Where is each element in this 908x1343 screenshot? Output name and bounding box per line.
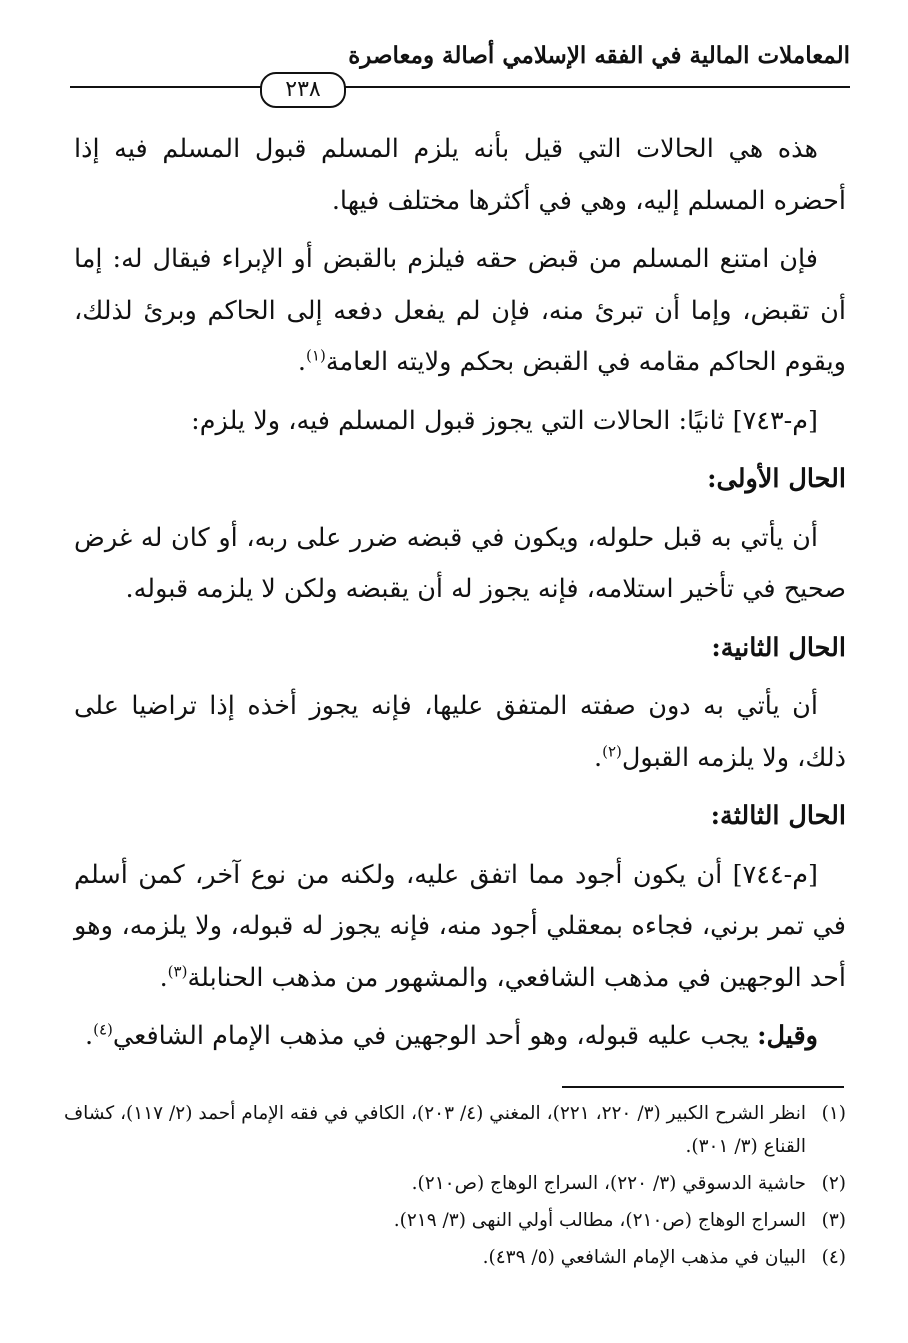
paragraph: هذه هي الحالات التي قيل بأنه يلزم المسلم قبول المسلم فيه إذا أحضره المسلم إليه، وهي في أكثرها مختلف فيها. [74,134,846,216]
section-heading: الحال الأولى: [707,464,846,494]
paragraph: [م-٧٤٤] أن يكون أجود مما اتفق عليه، ولكنه من نوع آخر، كمن أسلم في تمر برني، فجاءه بمعقلي أجود منه، فإنه يجوز له قبوله، ولا يلزمه، وهو أحد الوجهين في مذهب الشافعي، والمشهور من مذهب الحنابلة$^{(٣)}$. [74,859,846,993]
footnote-number: (٢) [821,1173,846,1194]
book-title: المعاملات المالية في الفقه الإسلامي أصالة ومعاصرة [348,42,850,69]
paragraph: وقيل: يجب عليه قبوله، وهو أحد الوجهين في مذهب الإمام الشافعي$^{(٤)}$. [85,1020,818,1051]
footnote-number: (٣) [821,1210,846,1231]
footnote-ref: (١) [306,346,326,365]
footnotes [64,1097,846,1278]
page-number: ٢٣٨ [260,72,346,108]
paragraph: [م-٧٤٣] ثانيًا: الحالات التي يجوز قبول المسلم فيه، ولا يلزم: [191,405,818,436]
footnote-ref: (٢) [602,742,622,760]
footnote: (٤)البيان في مذهب الإمام الشافعي (٥/ ٤٣٩). [64,1241,846,1274]
paragraph: أن يأتي به دون صفته المتفق عليها، فإنه يجوز أخذه إذا تراضيا على ذلك، ولا يلزمه القبول$^{(٢)}$. [74,691,846,773]
paragraph: أن يأتي به قبل حلوله، ويكون في قبضه ضرر على ربه، أو كان له غرض صحيح في تأخير استلامه، فإنه يجوز له أن يقبضه ولكن لا يلزمه قبوله. [74,522,846,604]
paragraph: فإن امتنع المسلم من قبض حقه فيلزم بالقبض أو الإبراء فيقال له: إما أن تقبض، وإما أن تبرئ منه، فإن لم يفعل دفعه إلى الحاكم وبرئ لذلك، ويقوم الحاكم مقامه في القبض بحكم ولايته العامة$^{(١)}$. [74,244,846,377]
footnote-number: (٤) [821,1247,846,1268]
main-text [74,124,846,1070]
section-heading: الحال الثالثة: [710,801,846,831]
footnote: (٣)السراج الوهاج (ص٢١٠)، مطالب أولي النهى (٣/ ٢١٩). [64,1204,846,1237]
footnote-number: (١) [821,1103,847,1124]
footnote: (١)انظر الشرح الكبير (٣/ ٢٢٠، ٢٢١)، المغني (٤/ ٢٠٣)، الكافي في فقه الإمام أحمد (٢/ ١١٧)، كشاف القناع (٣/ ٣٠١). [64,1097,846,1163]
section-heading: الحال الثانية: [711,632,846,663]
header-rule [70,86,850,88]
footnote-ref: (٣) [167,962,188,980]
footnote-ref: (٤) [93,1020,113,1039]
footnote: (٢)حاشية الدسوقي (٣/ ٢٢٠)، السراج الوهاج (ص٢١٠). [64,1167,846,1200]
running-header [70,42,850,112]
footnote-separator [562,1086,844,1088]
lead-word: وقيل: [757,1021,818,1051]
